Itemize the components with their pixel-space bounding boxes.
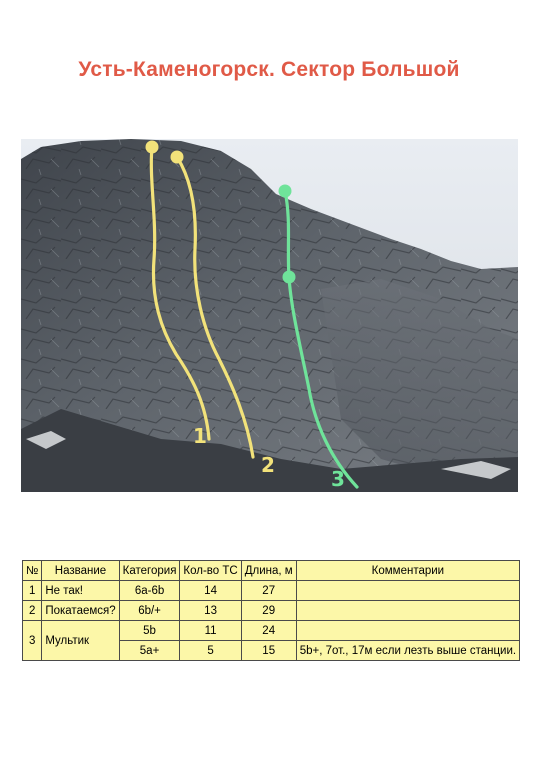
cell-comment: 5b+, 7от., 17м если лезть выше станции. [296,641,519,661]
cell-length: 29 [241,601,296,621]
cell-bolts: 11 [180,621,241,641]
cell-bolts: 13 [180,601,241,621]
header-bolts: Кол-во ТС [180,561,241,581]
header-comment: Комментарии [296,561,519,581]
cell-name: Мультик [42,621,119,661]
route-2-anchor [171,151,184,164]
cell-bolts: 14 [180,581,241,601]
page-title: Усть-Каменогорск. Сектор Большой [78,58,460,81]
cell-comment [296,581,519,601]
route-1-anchor [146,141,159,154]
cell-category: 5b [119,621,180,641]
cell-comment [296,601,519,621]
header-length: Длина, м [241,561,296,581]
route-3-anchor-mid [283,271,296,284]
header-num: № [23,561,42,581]
table-row [23,621,520,641]
table-row [23,581,520,601]
cell-num: 2 [23,601,42,621]
crag-photo [21,139,518,492]
cell-bolts: 5 [180,641,241,661]
header-category: Категория [119,561,180,581]
routes-table [22,560,520,661]
cell-num: 1 [23,581,42,601]
cell-length: 15 [241,641,296,661]
route-3-label: 3 [331,467,345,491]
route-2-label: 2 [261,453,275,477]
cell-length: 24 [241,621,296,641]
route-3-anchor-top [279,185,292,198]
route-1-label: 1 [193,424,207,448]
header-name: Название [42,561,119,581]
cell-category: 6a-6b [119,581,180,601]
cell-category: 5a+ [119,641,180,661]
table-row [23,601,520,621]
cell-length: 27 [241,581,296,601]
cell-num: 3 [23,621,42,661]
cell-name: Покатаемся? [42,601,119,621]
table-header-row [23,561,520,581]
cell-category: 6b/+ [119,601,180,621]
cell-name: Не так! [42,581,119,601]
cell-comment [296,621,519,641]
